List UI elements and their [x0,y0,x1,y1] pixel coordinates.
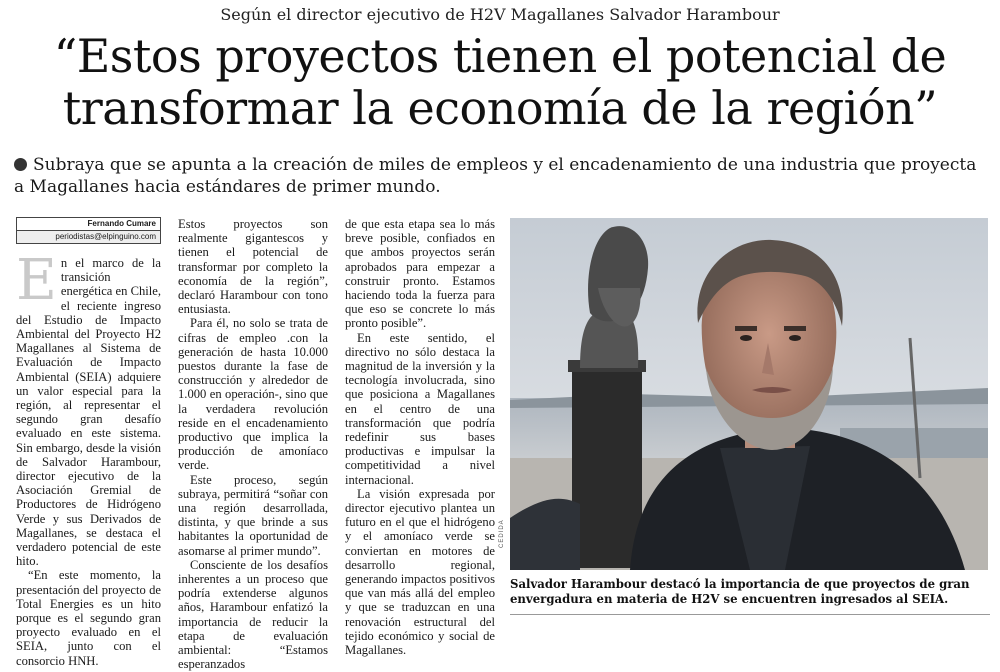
byline [16,217,161,244]
paragraph: En este sentido, el directivo no sólo destaca la magnitud de la inversión y la tecnología involucrada, sino que posiciona a Magallanes en el centro de una transformación que podría redefinir sus bases productivas e impulsar la competitividad a nivel internacional. [345,330,495,487]
paragraph: Para él, no solo se trata de cifras de empleo .con la generación de hasta 10.000 puestos durante la fase de construcción y alrededor de 1.000 en operación-, sino que la verdadera revolución reside en el encadenamiento productivo que implica la producción de amoníaco verde. [178,316,328,473]
bullet-icon [14,158,27,171]
paragraph: “En este momento, la presentación del proyecto de Total Energies es un hito porque es el segundo gran proyecto evaluado en el SEIA, junto con el consorcio HNH. [16,568,161,668]
headline-line-2: transformar la economía de la región” [62,81,938,135]
article-photo [510,218,988,570]
headline-line-1: “Estos proyectos tienen el potencial de [53,29,947,83]
paragraph: La visión expresada por director ejecutivo plantea un futuro en el que el hidrógeno y el amoníaco verde se conviertan en motores de desarrollo regional, generando impactos positivos que van más allá del empleo y que se traduzcan en una renovación estructural del tejido económico y social de Magallanes. [345,486,495,658]
drop-cap: E [16,248,57,313]
paragraph: n el marco de la transición energética en Chile, el reciente ingreso del Estudio de Impacto Ambiental del Proyecto H2 Magallanes al Sistema de Evaluación de Impacto Ambiental (SEIA) adquiere un valor especial para la región, al representar el segundo gran desafío evaluado en este sistema. Sin embargo, desde la visión de Salvador Harambour, director ejecutivo de la Asociación Gremial de Productores de Hidrógeno Verde y sus Derivados de Magallanes, se destaca el verdadero potencial de este hito. [16,256,162,569]
byline-email[interactable]: periodistas@elpinguino.com [17,231,160,243]
kicker: Según el director ejecutivo de H2V Magallanes Salvador Harambour [220,5,780,24]
paragraph: Consciente de los desafíos inherentes a un proceso que podría extenderse algunos años, Harambour enfatizó la importancia de reducir la etapa de evaluación ambiental: “Estamos esperanzados [178,557,328,672]
paragraph: Este proceso, según subraya, permitirá “soñar con una región desarrollada, distinta, y que brinde a sus habitantes la oportunidad de asomarse al primer mundo”. [178,472,328,558]
article-column-1 [16,248,162,668]
deck [14,154,989,198]
photo-caption: Salvador Harambour destacó la importancia de que proyectos de gran envergadura en materia de H2V se encuentren ingresados al SEIA. [510,577,970,606]
paragraph: Estos proyectos son realmente gigantescos y tienen el potencial de transformar por completo la economía de la región”, declaró Harambour con tono entusiasta. [178,217,328,317]
article-column-3 [345,217,495,657]
byline-author: Fernando Cumare [17,218,160,231]
article-column-2 [178,217,328,672]
photo-credit: CEDIDA [499,519,505,548]
deck-text: Subraya que se apunta a la creación de miles de empleos y el encadenamiento de una industria que proyecta a Magallanes hacia estándares de primer mundo. [14,155,977,197]
paragraph: de que esta etapa sea lo más breve posible, confiados en que ambos proyectos serán aprobados para empezar a construir pronto. Estamos haciendo toda la fuerza para que eso se concrete lo más pronto posible”. [345,217,495,331]
divider [510,614,990,615]
headline [0,30,1000,134]
